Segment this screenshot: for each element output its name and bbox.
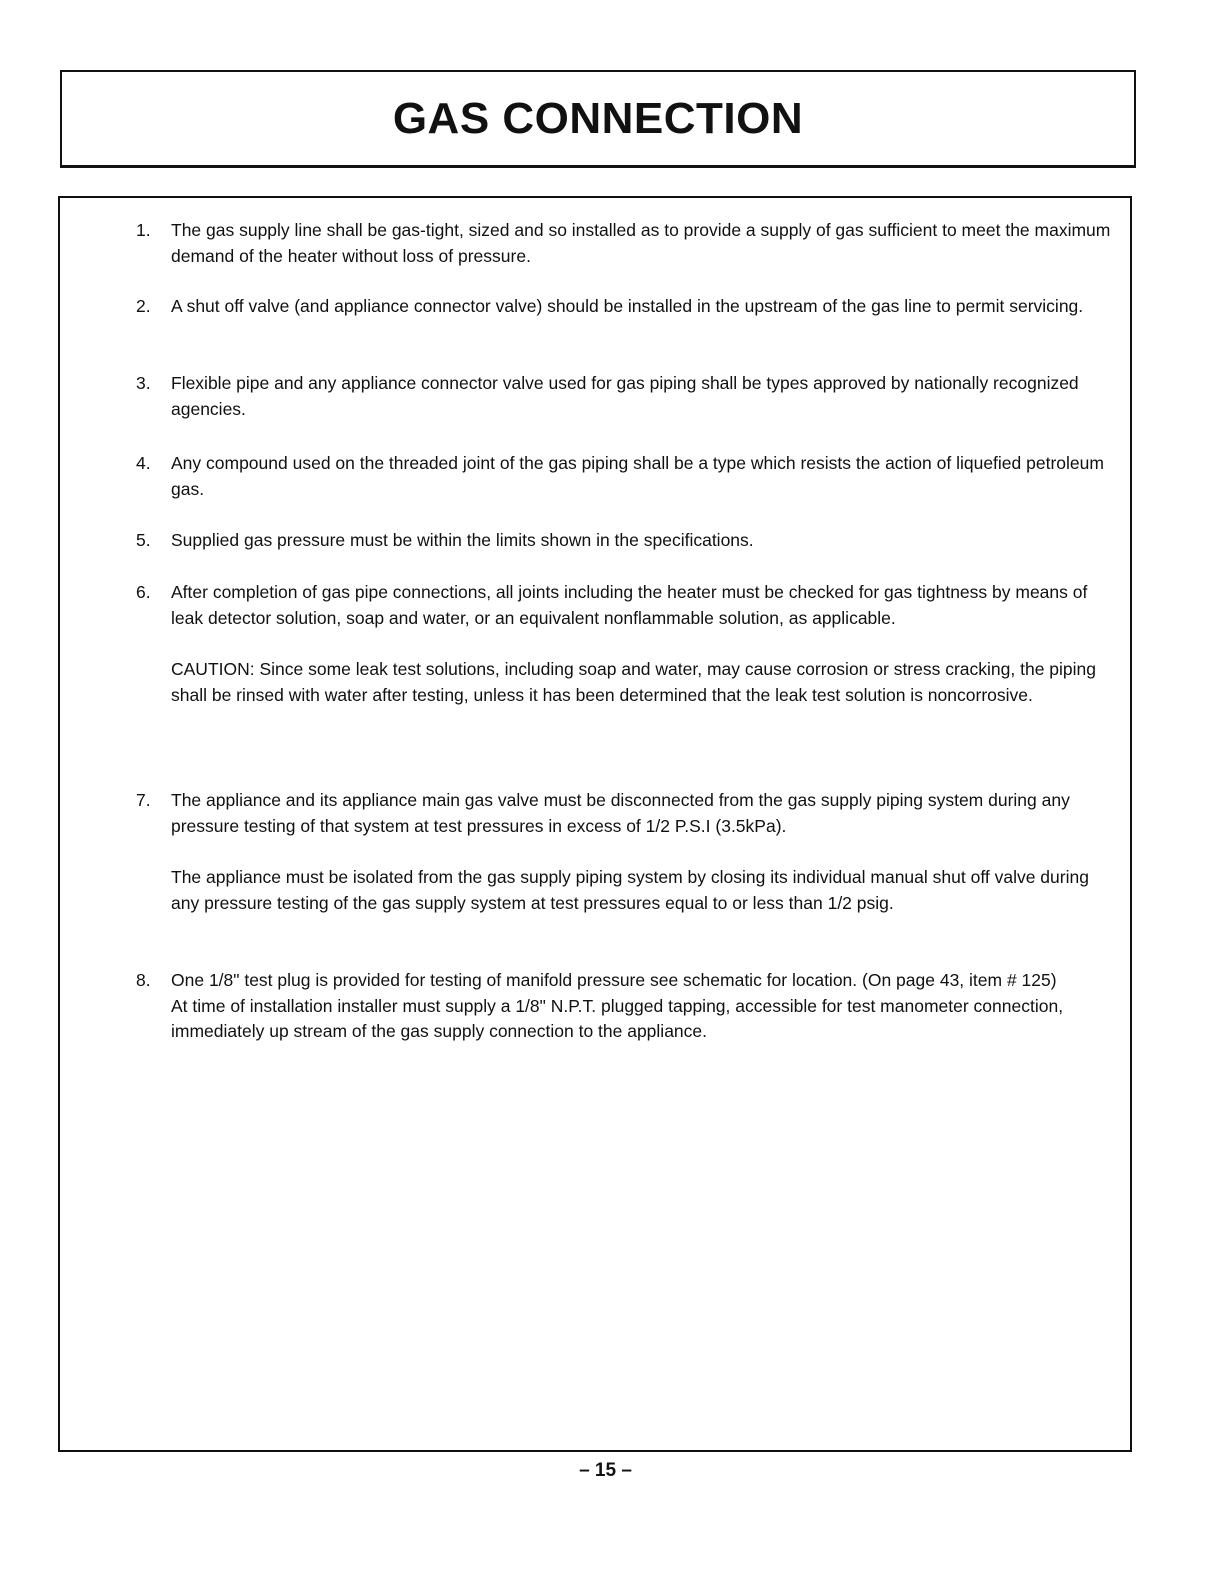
item-text	[171, 580, 1111, 708]
title-box	[60, 70, 1136, 168]
item-text	[171, 451, 1111, 502]
item-number: 1.	[136, 220, 151, 240]
item-text	[171, 968, 1111, 1045]
item-paragraph: One 1/8" test plug is provided for testing of manifold pressure see schematic for location. (On page 43, item # 125)	[171, 970, 1057, 990]
item-paragraph: After completion of gas pipe connections, all joints including the heater must be checked for gas tightness by means of leak detector solution, soap and water, or an equivalent nonflammable solution, as applicable.	[171, 582, 1088, 628]
item-paragraph: Supplied gas pressure must be within the limits shown in the specifications.	[171, 530, 754, 550]
item-text	[171, 371, 1111, 422]
item-text	[171, 218, 1111, 269]
item-number: 3.	[136, 373, 151, 393]
page-number: – 15 –	[579, 1460, 632, 1481]
item-paragraph: Any compound used on the threaded joint of the gas piping shall be a type which resists the action of liquefied petroleum gas.	[171, 453, 1104, 499]
item-paragraph: Flexible pipe and any appliance connector valve used for gas piping shall be types approved by nationally recognized agencies.	[171, 373, 1079, 419]
page-title: GAS CONNECTION	[392, 94, 804, 143]
item-text	[171, 528, 1111, 554]
item-paragraph: A shut off valve (and appliance connector valve) should be installed in the upstream of the gas line to permit servicing.	[171, 296, 1084, 316]
item-paragraph: The gas supply line shall be gas-tight, sized and so installed as to provide a supply of gas sufficient to meet the maximum demand of the heater without loss of pressure.	[171, 220, 1111, 266]
item-paragraph: The appliance must be isolated from the gas supply piping system by closing its individual manual shut off valve during any pressure testing of the gas supply system at test pressures equal to or less than 1/2 psig.	[171, 867, 1089, 913]
item-number: 7.	[136, 790, 151, 810]
item-paragraph: The appliance and its appliance main gas valve must be disconnected from the gas supply piping system during any pressure testing of that system at test pressures in excess of 1/2 P.S.I (3.5kPa).	[171, 790, 1070, 836]
caution-paragraph: CAUTION: Since some leak test solutions, including soap and water, may cause corrosion or stress cracking, the piping shall be rinsed with water after testing, unless it has been determined that the leak test solution is noncorrosive.	[171, 659, 1097, 705]
content-box	[58, 196, 1132, 1452]
item-text	[171, 788, 1111, 916]
item-text	[171, 294, 1111, 320]
item-paragraph: At time of installation installer must supply a 1/8" N.P.T. plugged tapping, accessible for test manometer connection, immediately up stream of the gas supply connection to the appliance.	[171, 995, 1064, 1041]
item-number: 4.	[136, 453, 151, 473]
item-number: 6.	[136, 582, 151, 602]
item-number: 2.	[136, 296, 151, 316]
item-number: 8.	[136, 970, 151, 990]
item-number: 5.	[136, 530, 151, 550]
